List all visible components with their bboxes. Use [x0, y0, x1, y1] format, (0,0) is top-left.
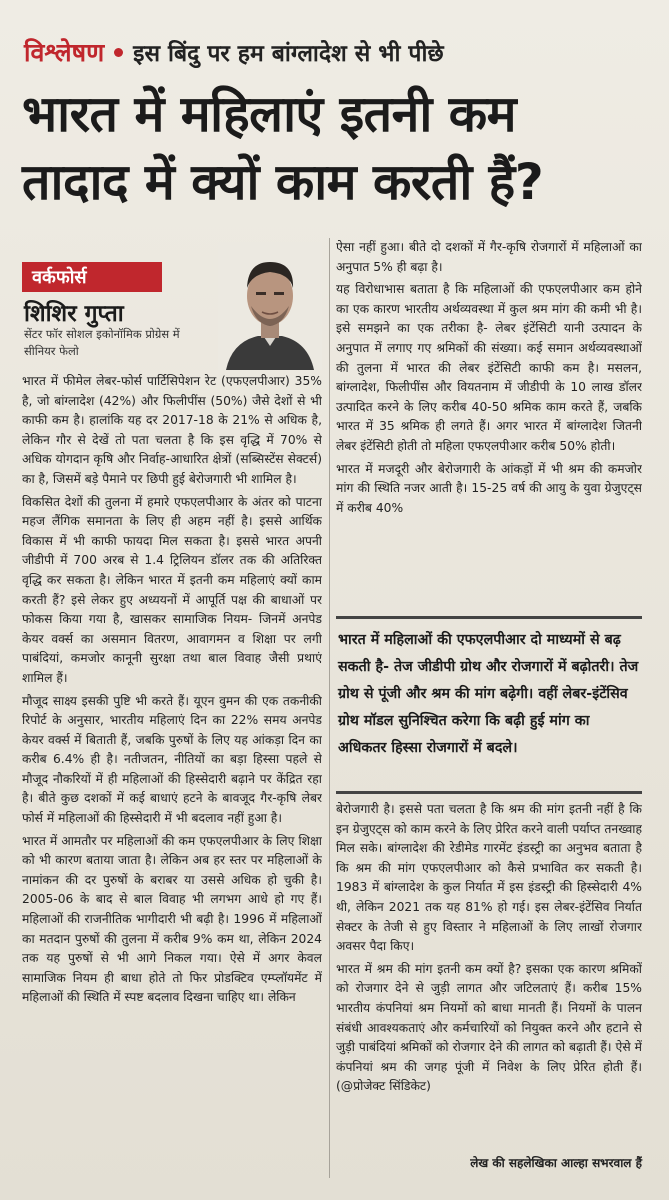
author-description: सेंटर फॉर सोशल इकोनॉमिक प्रोग्रेस में सीनियर फेलो — [24, 327, 180, 358]
kicker-dot — [114, 48, 123, 57]
column-divider — [329, 238, 330, 1178]
kicker — [24, 30, 654, 74]
right-column-bottom — [336, 800, 642, 1170]
paragraph: मौजूद साक्ष्य इसकी पुष्टि भी करते हैं। यूएन वुमन की एक तकनीकी रिपोर्ट के अनुसार, भारतीय महिलाएं दिन का 22% समय अनपेड केयर वर्क्स में बिताती हैं, जबकि पुरुषों के लिए यह आंकड़ा दिन का करीब 6.4% ही है। नतीजतन, नीतियों का बड़ा हिस्सा पहले से मौजूद नौकरियों में ही महिलाओं की हिस्सेदारी बढ़ाने पर केंद्रित रहा है। बीते कुछ दशकों में कई बाधाएं हटने के बावजूद गैर-कृषि लेबर फोर्स में महिलाओं की हिस्सेदारी में भी बदलाव नहीं हुआ है। — [22, 693, 322, 826]
paragraph: विकसित देशों की तुलना में हमारे एफएलपीआर के अंतर को पाटना महज लैंगिक समानता के लिए ही अहम नहीं है। इससे आर्थिक विकास में भी काफी फायदा मिल सकता है। इससे भारत अपनी जीडीपी में 700 अरब से 1.4 ट्रिलियन डॉलर तक की अतिरिक्त वृद्धि कर सकता है। लेकिन भारत में इतनी कम महिलाएं क्यों काम करती हैं? इसे लेकर हुए अध्ययनों में आपूर्ति पक्ष की बाधाओं पर फोकस किया गया है, खासकर सामाजिक नियम- जिनमें अनपेड केयर वर्क्स का असमान वितरण, आवागमन व शिक्षा पर लगी पाबंदियां, कमजोर कानूनी सुरक्षा तथा बाल विवाह जैसी प्रथाएं शामिल हैं। — [22, 494, 322, 685]
paragraph: भारत में आमतौर पर महिलाओं की कम एफएलपीआर के लिए शिक्षा को भी कारण बताया जाता है। लेकिन अब हर स्तर पर महिलाओं के नामांकन की दर पुरुषों के बराबर या उससे अधिक हो चुकी है। 2005-06 के बाद से बाल विवाह भी लगभग आधे हो गए हैं। महिलाओं की राजनीतिक भागीदारी भी बढ़ी है। 1996 में महिलाओं का मतदान पुरुषों की तुलना में करीब 9% कम था, लेकिन 2024 तक यह पुरुषों से भी आगे निकल गया। ऐसे में अगर केवल सामाजिक नियम ही बाधा होते तो फिर प्रोडक्टिव एम्प्लॉयमेंट में महिलाओं की स्थिति में स्पष्ट बदलाव दिखना चाहिए था। लेकिन — [22, 833, 322, 1005]
pull-quote: भारत में महिलाओं की एफएलपीआर दो माध्यमों से बढ़ सकती है- तेज जीडीपी ग्रोथ और रोजगारों में बढ़ोतरी। तेज ग्रोथ से पूंजी और श्रम की मांग बढ़ेगी। वहीं लेबर-इंटेंसिव ग्रोथ मॉडल सुनिश्चित करेगा कि बढ़ी हुई मांग का अधिकतर हिस्सा रोजगारों में बदले। — [336, 616, 642, 794]
co-author-credit: लेख की सहलेखिका आल्हा सभरवाल हैं — [470, 1156, 642, 1170]
kicker-tag: विश्लेषण — [24, 38, 105, 67]
headline — [22, 80, 652, 216]
author-section-tag: वर्कफोर्स — [22, 262, 162, 292]
paragraph: भारत में श्रम की मांग इतनी कम क्यों है? इसका एक कारण श्रमिकों को रोजगार देने से जुड़ी लागत और जटिलताएं हैं। करीब 15% भारतीय कंपनियां श्रम नियमों को बाधा मानती हैं। नियमों के पालन संबंधी आवश्यकताएं और कर्मचारियों को नियुक्त करने और हटाने से जुड़ी पाबंदियां श्रमिकों को रोजगार देने की लागत को बढ़ाती हैं। ऐसे में कंपनियां श्रम की जगह पूंजी में निवेश के लिए प्रेरित होती हैं। (@प्रोजेक्ट सिंडिकेट) — [336, 961, 642, 1094]
headline-line-1: भारत में महिलाएं इतनी कम — [22, 85, 517, 143]
kicker-text: इस बिंदु पर हम बांग्लादेश से भी पीछे — [133, 41, 444, 67]
paragraph: भारत में मजदूरी और बेरोजगारी के आंकड़ों में भी श्रम की कमजोर मांग की स्थिति नजर आती है। 15-25 वर्ष की आयु के युवा ग्रेजुएट्स में करीब 40% — [336, 461, 642, 515]
paragraph: भारत में फीमेल लेबर-फोर्स पार्टिसिपेशन रेट (एफएलपीआर) 35% है, जो बांग्लादेश (42%) और फिलीपींस (50%) जैसे देशों से भी काफी कम है। हालांकि यह दर 2017-18 के 21% से अधिक है, लेकिन गौर से देखें तो पता चलता है कि इस वृद्धि में 70% से अधिक योगदान कृषि और निर्वाह-आधारित क्षेत्रों (सब्सिस्टेंस सेक्टर्स) का है, जिसमें बड़े पैमाने पर छिपी हुई बेरोजगारी भी शामिल है। — [22, 374, 322, 486]
left-column — [22, 372, 322, 1177]
headline-line-2: तादाद में क्यों काम करती हैं? — [22, 153, 544, 211]
paragraph: बेरोजगारी है। इससे पता चलता है कि श्रम की मांग इतनी नहीं है कि इन ग्रेजुएट्स को काम करने के लिए प्रेरित करने वाली पर्याप्त तनख्वाह मिल सके। बांग्लादेश की रेडीमेड गारमेंट इंडस्ट्री का अनुभव बताता है कि श्रम की मांग एफएलपीआर को कैसे प्रभावित कर सकती है। 1983 में बांग्लादेश के कुल निर्यात में इस इंडस्ट्री की हिस्सेदारी 4% थी, लेकिन 2021 तक यह 81% हो गई। इस लेबर-इंटेंसिव निर्यात सेक्टर के तेजी से हुए विस्तार ने महिलाओं के लिए लाखों रोजगार अवसर पैदा किए। — [336, 802, 642, 954]
right-column-top — [336, 238, 642, 608]
author-name: शिशिर गुप्ता — [24, 301, 124, 327]
paragraph: ऐसा नहीं हुआ। बीते दो दशकों में गैर-कृषि रोजगारों में महिलाओं का अनुपात 5% ही बढ़ा है। — [336, 240, 642, 274]
author-photo — [218, 242, 322, 370]
paragraph: यह विरोधाभास बताता है कि महिलाओं की एफएलपीआर कम होने का एक कारण भारतीय अर्थव्यवस्था में कुल श्रम मांग की कमी भी है। इसे समझने का एक तरीका है- लेबर इंटेंसिटी यानी उत्पादन के अनुपात में लगाए गए श्रमिकों की संख्या। कई समान अर्थव्यवस्थाओं की तुलना में भारत की लेबर इंटेंसिटी काफी कम है। मसलन, बांग्लादेश, फिलीपींस और वियतनाम में जीडीपी के 10 लाख डॉलर उत्पादित करने के लिए करीब 40-50 श्रमिक काम करते हैं, जबकि भारत में 35 श्रमिक ही लगते हैं। अगर भारत में बांग्लादेश जितनी लेबर इंटेंसिटी होती तो महिला एफएलपीआर करीब 50% होती। — [336, 282, 642, 453]
